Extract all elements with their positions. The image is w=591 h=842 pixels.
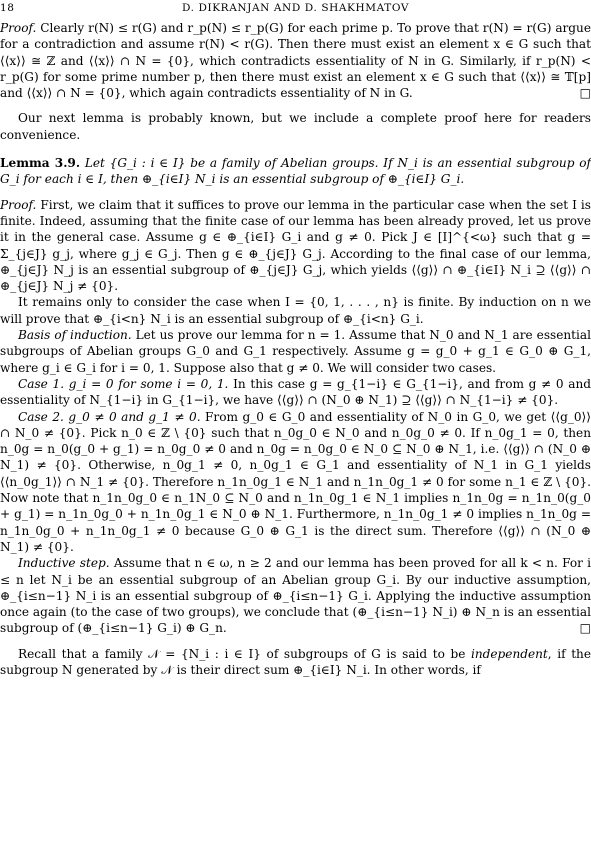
case-2-label: Case 2. g_0 ≠ 0 and g_1 ≠ 0.: [18, 409, 201, 424]
independence-paragraph: [0, 646, 591, 679]
proof-label-2: Proof.: [0, 197, 37, 212]
lemma-text: Let {G_i : i ∈ I} be a family of Abelian groups. If N_i is an essential subgroup of G_i for each i ∈ I, then ⊕_{i∈I} N_i is an essential subgroup of ⊕_{i∈I} G_i.: [0, 156, 591, 187]
induction-paragraph: It remains only to consider the case when I = {0, 1, . . . , n} is finite. By induction on n we will prove that ⊕_{i<n} N_i is an essential subgroup of ⊕_{i<n} G_i.: [0, 295, 591, 326]
basis-label: Basis of induction.: [18, 328, 132, 343]
basis-text: Let us prove our lemma for n = 1. Assume that N_0 and N_1 are essential subgroups of Abelian groups G_0 and G_1 respectively. Assume g = g_0 + g_1 ∈ G_0 ⊕ G_1, where g_i ∈ G_i for i = 0, 1. Suppose also that g ≠ 0. We will consider two cases.: [0, 328, 591, 375]
proof-paragraph-2: [0, 197, 591, 295]
lemma-label: Lemma 3.9.: [0, 156, 81, 171]
page-header: [0, 2, 591, 18]
lemma-statement: [0, 155, 591, 188]
case-2-text: From g_0 ∈ G_0 and essentiality of N_0 in G_0, we get ⟨⟨g_0⟩⟩ ∩ N_0 ≠ {0}. Pick n_0 ∈ ℤ \ {0} such that n_0g_0 ∈ N_0 and n_0g_0 ≠ 0. If n_0g_1 = 0, then n_0g = n_0(g_0 + g_1) = n_0g_0 ≠ 0 and n_0g = n_0g_0 ∈ N_0 ⊆ N_0 ⊕ N_1, i.e. ⟨⟨g⟩⟩ ∩ (N_0 ⊕ N_1) ≠ {0}. Otherwise, n_0g_1 ≠ 0, n_0g_1 ∈ G_1 and essentiality of N_1 in G_1 yields ⟨⟨n_0g_1⟩⟩ ∩ N_1 ≠ {0}. Therefore n_1n_0g_1 ∈ N_1 and n_1n_0g_1 ≠ 0 for some n_1 ∈ ℤ \ {0}. Now note that n_1n_0g_0 ∈ n_1N_0 ⊆ N_0 and n_1n_0g_1 ∈ N_1 implies n_1n_0g = n_1n_0(g_0 + g_1) = n_1n_0g_0 + n_1n_0g_1 ∈ N_0 ⊕ N_1. Furthermore, n_1n_0g_1 ≠ 0 implies n_1n_0g = n_1n_0g_0 + n_1n_0g_1 ≠ 0 because G_0 ⊕ G_1 is the direct sum. Therefore ⟨⟨g⟩⟩ ∩ (N_0 ⊕ N_1) ≠ {0}.: [0, 409, 591, 554]
independence-text-a: Recall that a family 𝒩 = {N_i : i ∈ I} of subgroups of G is said to be: [18, 646, 471, 661]
case-2-paragraph: [0, 409, 591, 556]
proof-text-2: First, we claim that it suffices to prove our lemma in the particular case when the set I is finite. Indeed, assuming that the finite case of our lemma has been already proved, let us prove it in the general case. Assume g ∈ ⊕_{i∈I} G_i and g ≠ 0. Pick J ∈ [I]^{<ω} such that g = Σ_{j∈J} g_j, where g_j ∈ G_j. Then g ∈ ⊕_{j∈J} G_j. According to the final case of our lemma, ⊕_{j∈J} N_j is an essential subgroup of ⊕_{j∈J} G_j, which yields ⟨⟨g⟩⟩ ∩ ⊕_{i∈I} N_i ⊇ ⟨⟨g⟩⟩ ∩ ⊕_{j∈J} N_j ≠ {0}.: [0, 197, 591, 294]
inductive-step-paragraph: [0, 555, 591, 636]
inductive-step-text: Assume that n ∈ ω, n ≥ 2 and our lemma has been proved for all k < n. For i ≤ n let N_i be an essential subgroup of an Abelian group G_i. By our inductive assumption, ⊕_{i≤n−1} N_i is an essential subgroup of ⊕_{i≤n−1} G_i. Applying the inductive assumption once again (to the case of two groups), we conclude that (⊕_{i≤n−1} N_i) ⊕ N_n is an essential subgroup of (⊕_{i≤n−1} G_i) ⊕ G_n.: [0, 556, 591, 636]
page-body: [0, 20, 591, 678]
inductive-step-label: Inductive step.: [18, 556, 110, 571]
independence-text-b: , if the subgroup N generated by 𝒩 is their direct sum ⊕_{i∈I} N_i. In other words, if: [0, 646, 591, 677]
proof-paragraph-1: [0, 20, 591, 101]
proof-text-1: Clearly r(N) ≤ r(G) and r_p(N) ≤ r_p(G) for each prime p. To prove that r(N) = r(G) argue for a contradiction and assume r(N) < r(G). Then there must exist an element x ∈ G such that ⟨⟨x⟩⟩ ≅ ℤ and ⟨⟨x⟩⟩ ∩ N = {0}, which contradicts essentiality of N in G. Similarly, if r_p(N) < r_p(G) for some prime number p, then there must exist an element x ∈ G such that ⟨⟨x⟩⟩ ≅ 𝕋[p] and ⟨⟨x⟩⟩ ∩ N = {0}, which again contradicts essentiality of N in G.: [0, 21, 591, 101]
intro-paragraph: Our next lemma is probably known, but we include a complete proof here for readers convenience.: [0, 111, 591, 142]
case-1-label: Case 1. g_i = 0 for some i = 0, 1.: [18, 376, 229, 391]
qed-symbol-2: □: [579, 621, 591, 636]
page-number: 18: [0, 2, 15, 14]
independent-term: independent: [471, 646, 548, 661]
running-title: D. DIKRANJAN AND D. SHAKHMATOV: [181, 2, 410, 14]
proof-label: Proof.: [0, 21, 37, 35]
case-1-text: In this case g = g_{1−i} ∈ G_{1−i}, and from g ≠ 0 and essentiality of N_{1−i} in G_{1−i}, we have ⟨⟨g⟩⟩ ∩ (N_0 ⊕ N_1) ⊇ ⟨⟨g⟩⟩ ∩ N_{1−i} ≠ {0}.: [0, 376, 591, 408]
case-1-paragraph: [0, 376, 591, 409]
basis-paragraph: [0, 327, 591, 376]
qed-symbol-1: □: [579, 86, 591, 101]
